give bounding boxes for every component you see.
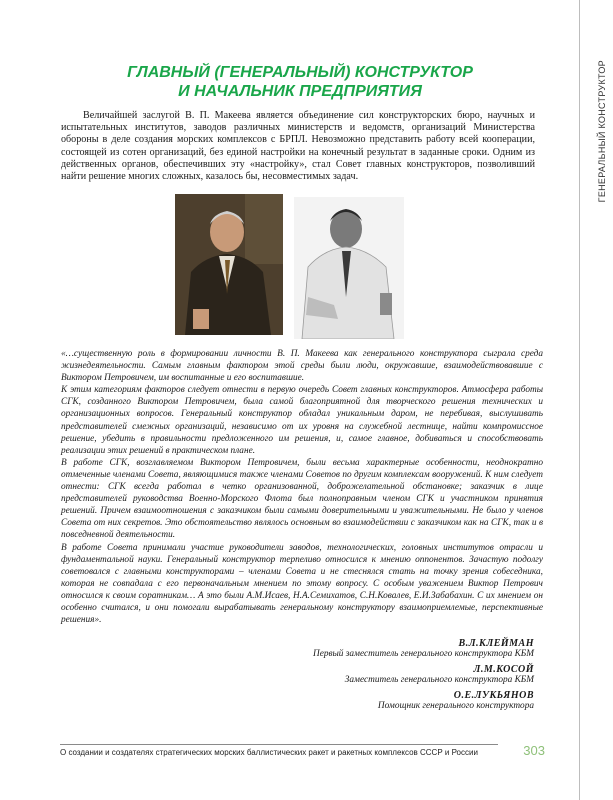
side-tab-label: ГЕНЕРАЛЬНЫЙ КОНСТРУКТОР bbox=[597, 60, 607, 203]
quote-paragraph-2: К этим категориям факторов следует отнести в первую очередь Совет главных конструкторов. Атмосфера работы СГК, созданного Виктором Петровичем, была самой благоприятной для творческого решения технических и организационных вопросов. Генеральный конструктор обладал уникальным даром, не перебивая, выслушивать представителей смежных организаций, независимо от их уровня на служебной лестнице, найти компромиссное решение, убедить в правильности предложенного им решения, и, самое главное, добиваться и способствовать реализации этих решений в практическом плане. bbox=[61, 385, 543, 456]
page-title-line-2: И НАЧАЛЬНИК ПРЕДПРИЯТИЯ bbox=[178, 83, 422, 100]
side-tab bbox=[579, 0, 613, 800]
portrait-photo-dark-suit bbox=[175, 194, 283, 335]
footer-divider bbox=[60, 744, 545, 745]
quote-block bbox=[61, 348, 543, 626]
signature-role: Заместитель генерального конструктора КБМ bbox=[344, 675, 534, 685]
signature-name: В.Л.КЛЕЙМАН bbox=[458, 638, 534, 649]
footer-text: О создании и создателях стратегических морских баллистических ракет и ракетных комплексов СССР и России bbox=[60, 748, 478, 757]
intro-paragraph: Величайшей заслугой В. П. Макеева является объединение сил конструкторских бюро, научных и испытательных институтов, заводов различных министерств и ведомств, организаций Министерства обороны в деле создания морских комплексов с БРПЛ. Невозможно представить работу всей кооперации, состоящей из сотен организаций, без единой настройки на конечный результат в заданные сроки. Одним из действенных органов, обеспечивших эту «настройку», стал Совет главных конструкторов, позволивший найти решение многих сложных, казалось бы, несовместимых задач. bbox=[61, 110, 535, 183]
page-number: 303 bbox=[498, 743, 545, 759]
portrait-photo-white-shirt bbox=[294, 197, 404, 339]
page-title-line-1: ГЛАВНЫЙ (ГЕНЕРАЛЬНЫЙ) КОНСТРУКТОР bbox=[127, 64, 473, 81]
quote-paragraph-4: В работе Совета принимали участие руководители заводов, технологических, головных институтов отрасли и фундаментальной науки. Генеральный конструктор терпеливо относился к мнению оппонентов. Зачастую подолгу советовался с главными конструкторами – членами Совета и не стеснялся стать на точку зрения собеседника, которая не совпадала с его первоначальным мнением по этому вопросу. С особым уважением Виктор Петрович относился к своим соратникам… А это были А.М.Исаев, Н.А.Семихатов, С.Н.Ковалев, Е.И.Забабахин. С их мнением он особенно считался, и они помогали вырабатывать генеральному конструктору взаимоприемлемые, перспективные решения». bbox=[61, 542, 543, 626]
signature-name: Л.М.КОСОЙ bbox=[473, 664, 534, 675]
signature-role: Помощник генерального конструктора bbox=[377, 701, 534, 711]
signature-2 bbox=[345, 664, 534, 685]
signature-1 bbox=[313, 638, 534, 659]
signature-3 bbox=[378, 690, 534, 711]
page-title bbox=[60, 63, 540, 101]
quote-paragraph-1: «…существенную роль в формировании личности В. П. Макеева как генерального конструктора сыграла среда жизнедеятельности. Самым главным фактором этой среды были люди, окружавшие, взаимодействовавшие с Виктором Петровичем, им воспитанные и его воспитавшие. bbox=[61, 349, 543, 384]
signature-role: Первый заместитель генерального конструктора КБМ bbox=[312, 649, 534, 659]
signature-name: О.Е.ЛУКЬЯНОВ bbox=[453, 690, 534, 701]
quote-paragraph-3: В работе СГК, возглавляемом Виктором Петровичем, были весьма характерные особенности, неоднократно отмеченные членами Совета, являющимися также членами Советов по другим комплексам вооружений. К ним следует отнести: СГК всегда работал в четко организованной, доброжелательной обстановке; заказчик в лице представителей руководства Военно-Морского Флота был полноправным членом СГК и участником принятия решений. Причем взаимоотношения с заказчиком были самыми доверительными и уважительными. Не было у членов Совета от них секретов. Это обстоятельство являлось основным во взаимодействии с заказчиком как на СГК, так и в повседневной деятельности. bbox=[61, 457, 543, 541]
